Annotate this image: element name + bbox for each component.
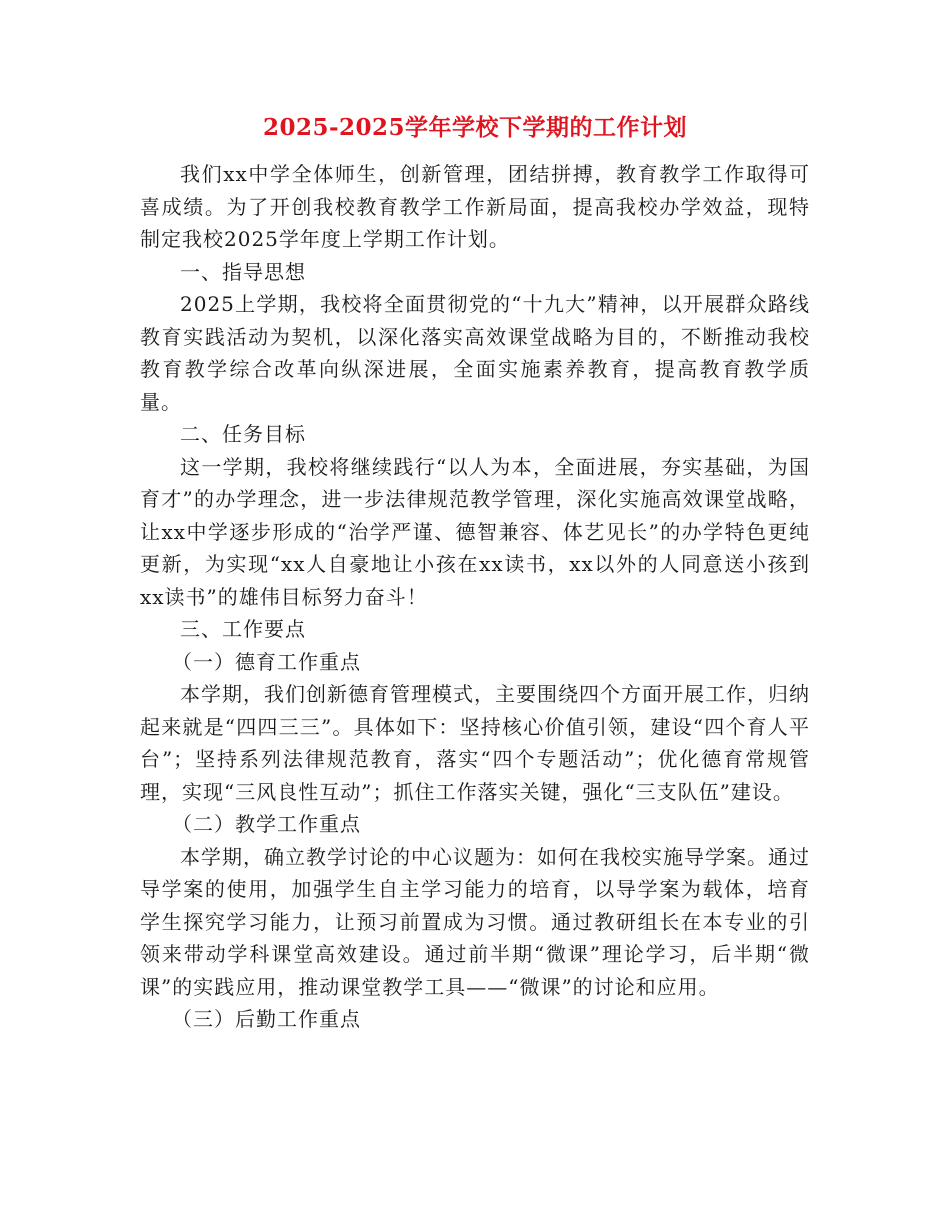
subsection-heading-teaching: （二）教学工作重点 [172,812,361,836]
section-body-guiding-ideology: 2025上学期，我校将全面贯彻党的“十九大”精神，以开展群众路线教育实践活动为契机，以深化落实高效课堂战略为目的，不断推动我校教育教学综合改革向纵深进展，全面实施素养教育，提高教育教学质量。 [140,292,810,414]
subsection-heading-moral-education: （一）德育工作重点 [172,649,361,674]
section-body-task-goals: 这一学期，我校将继续践行“以人为本，全面进展，夯实基础，为国育才”的办学理念，进一步法律规范教学管理，深化实施高效课堂战略，让xx中学逐步形成的“治学严谨、德智兼容、体艺见长”的办学特色更纯更新，为实现“xx人自豪地让小孩在xx读书，xx以外的人同意送小孩到xx读书”的雄伟目标努力奋斗！ [140,454,810,609]
subsection-heading-logistics: （三）后勤工作重点 [172,1007,361,1031]
section-heading-work-points: 三、工作要点 [180,617,306,641]
intro-paragraph: 我们xx中学全体师生，创新管理，团结拼搏，教育教学工作取得可喜成绩。为了开创我校教育教学工作新局面，提高我校办学效益，现特制定我校2025学年度上学期工作计划。 [140,162,810,251]
document-title: 2025-2025学年学校下学期的工作计划 [262,114,688,141]
subsection-body-moral-education: 本学期，我们创新德育管理模式，主要围绕四个方面开展工作，归纳起来就是“四四三三”。具体如下：坚持核心价值引领，建设“四个育人平台”；坚持系列法律规范教育，落实“四个专题活动”；优化德育常规管理，实现“三风良性互动”；抓住工作落实关键，强化“三支队伍”建设。 [140,682,810,804]
section-heading-task-goals: 二、任务目标 [180,422,306,446]
subsection-body-teaching: 本学期，确立教学讨论的中心议题为：如何在我校实施导学案。通过导学案的使用，加强学生自主学习能力的培育，以导学案为载体，培育学生探究学习能力，让预习前置成为习惯。通过教研组长在本专业的引领来带动学科课堂高效建设。通过前半期“微课”理论学习，后半期“微课”的实践应用，推动课堂教学工具——“微课”的讨论和应用。 [140,844,810,999]
section-heading-guiding-ideology: 一、指导思想 [180,259,306,284]
